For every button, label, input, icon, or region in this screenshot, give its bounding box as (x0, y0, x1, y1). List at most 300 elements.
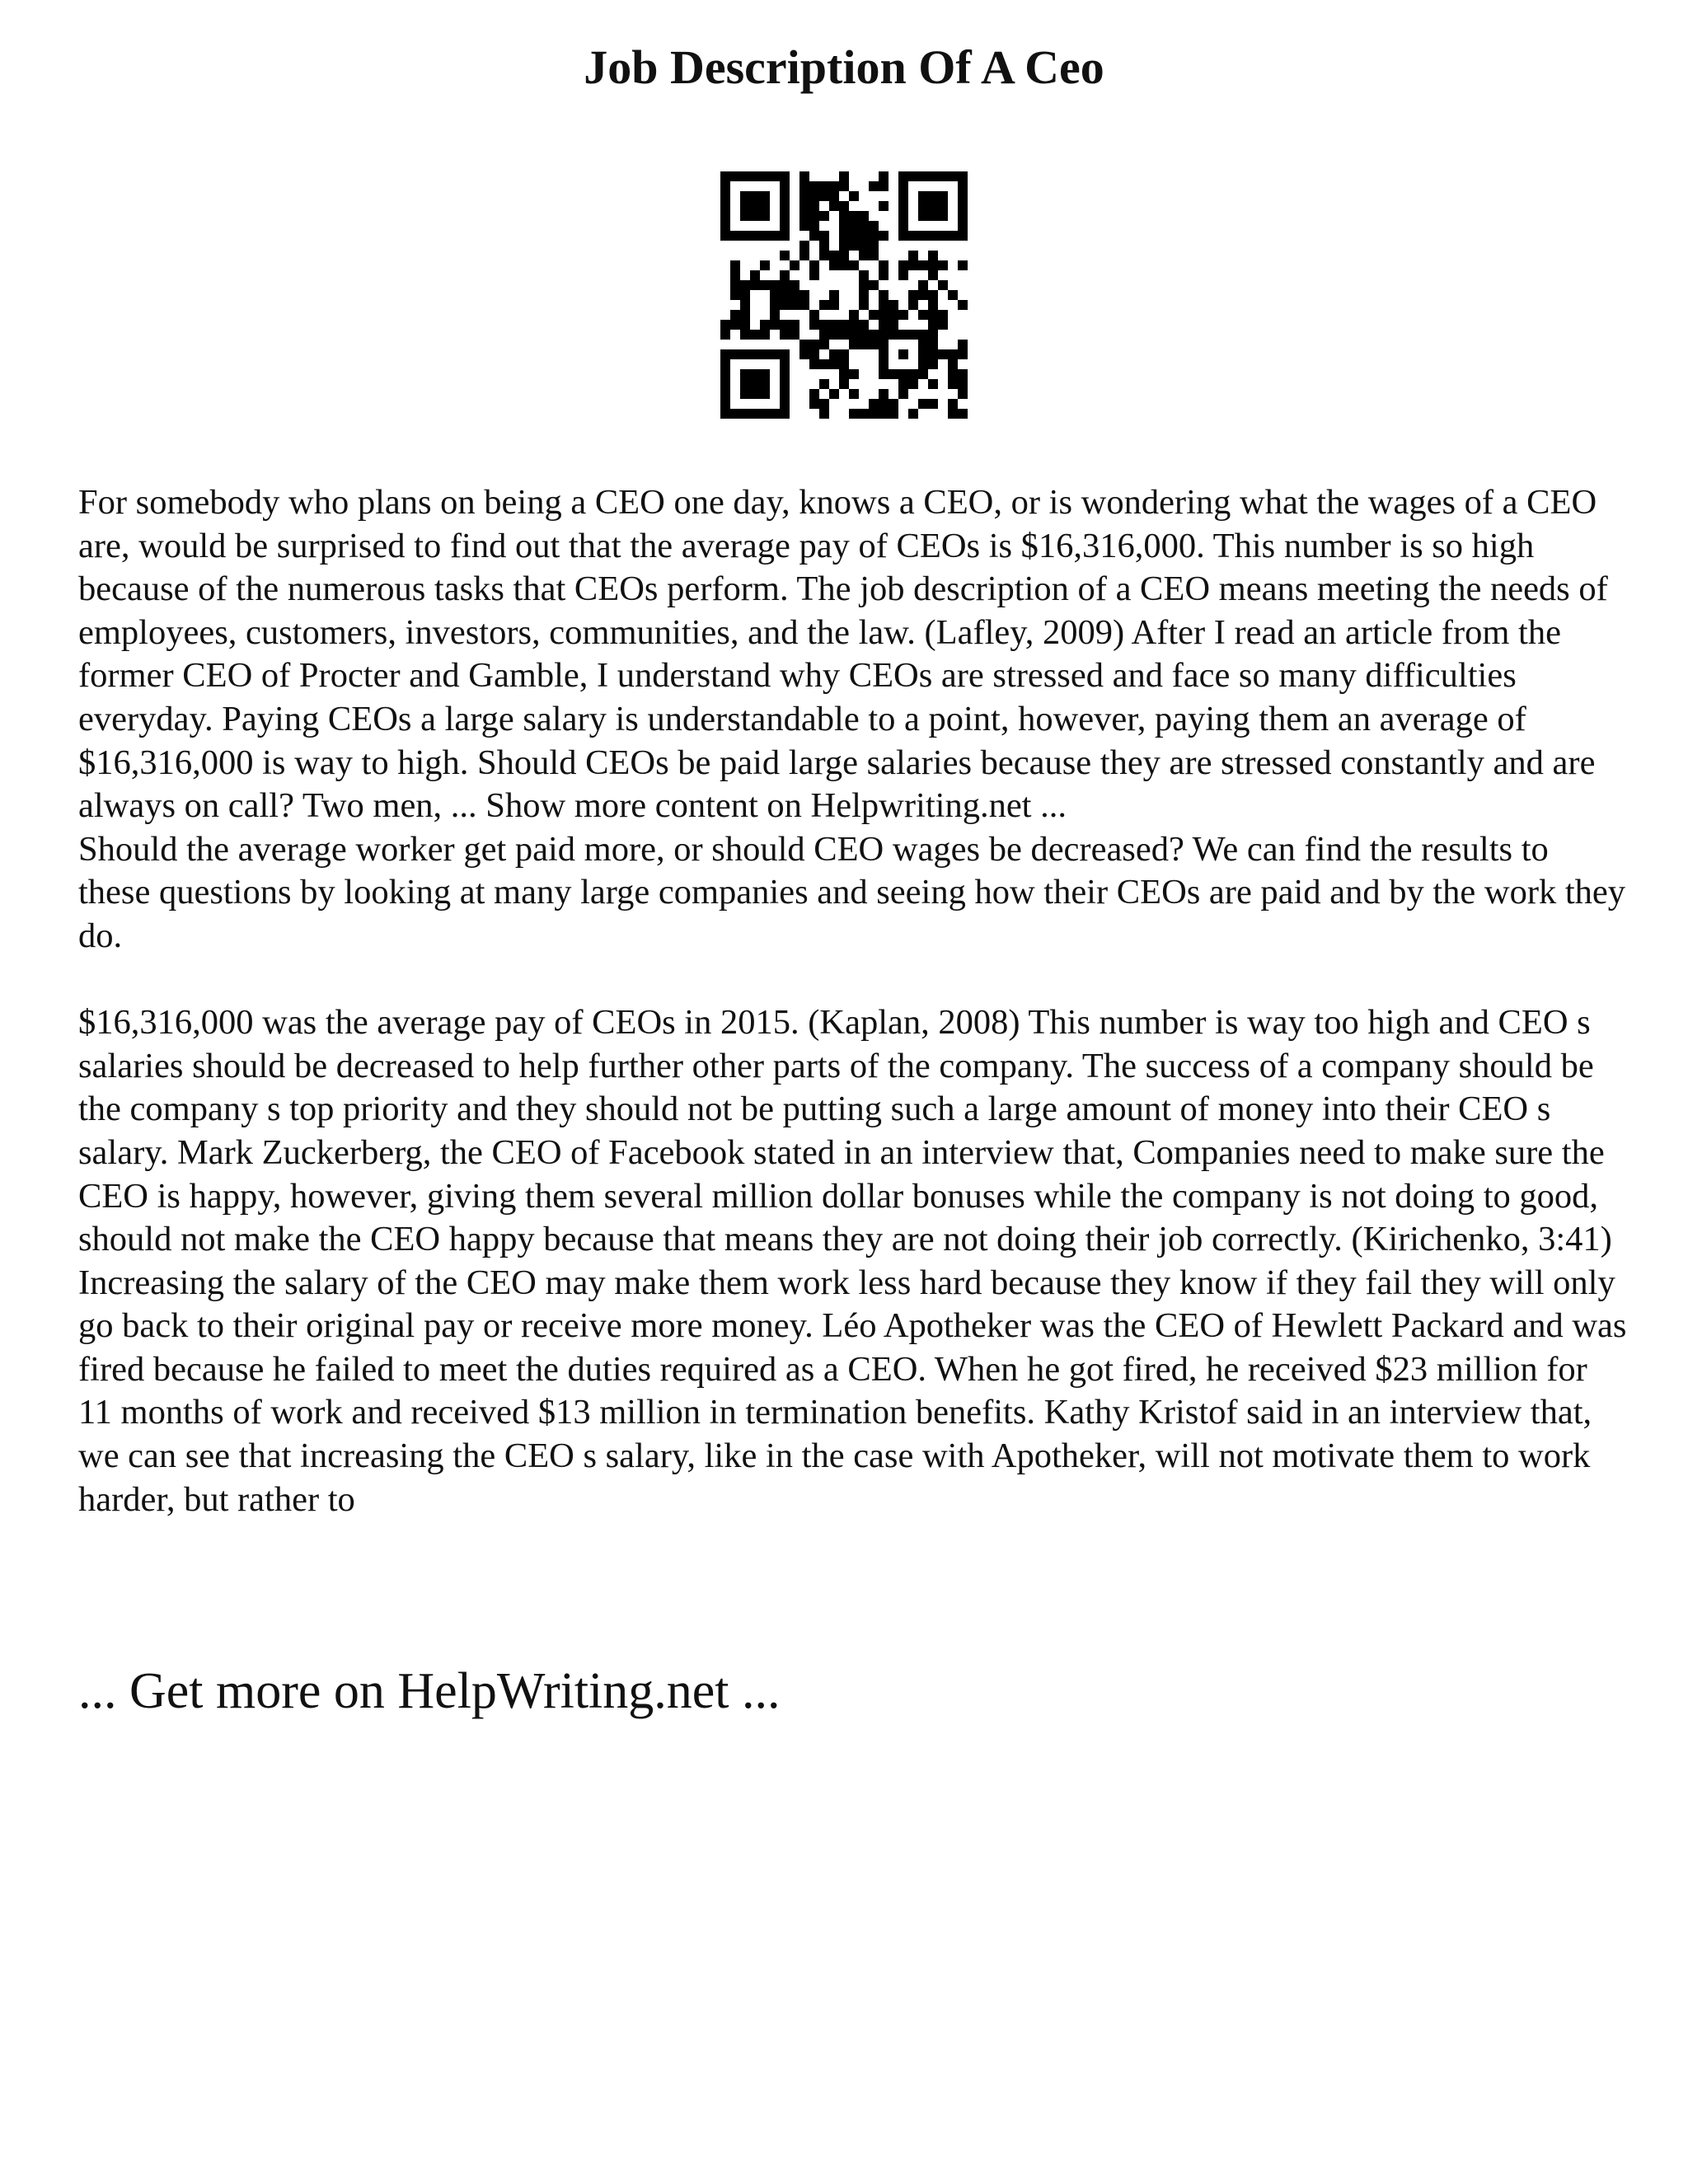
qr-module (720, 409, 730, 419)
qr-module (898, 260, 908, 270)
qr-module (809, 211, 819, 221)
qr-module (958, 231, 968, 241)
qr-module (879, 270, 889, 280)
qr-module (908, 251, 918, 260)
qr-module (948, 290, 958, 300)
qr-module (750, 379, 760, 389)
qr-module (819, 359, 829, 369)
qr-module (938, 320, 948, 330)
qr-module (780, 181, 790, 191)
qr-module (839, 251, 849, 260)
qr-module (730, 280, 740, 290)
qr-module (809, 181, 819, 191)
qr-module (859, 300, 869, 310)
qr-module (770, 310, 780, 320)
qr-module (879, 399, 889, 409)
qr-module (869, 310, 879, 320)
qr-module (928, 359, 938, 369)
qr-module (829, 290, 839, 300)
qr-module (928, 349, 938, 359)
qr-module (760, 280, 770, 290)
qr-module (740, 211, 750, 221)
qr-module (908, 330, 918, 340)
qr-module (829, 300, 839, 310)
qr-module (750, 171, 760, 181)
qr-module (819, 330, 829, 340)
qr-module (839, 201, 849, 211)
qr-module (859, 221, 869, 231)
qr-module (799, 211, 809, 221)
qr-module (928, 399, 938, 409)
qr-module (819, 409, 829, 419)
qr-module (780, 221, 790, 231)
qr-module (889, 330, 898, 340)
qr-module (839, 320, 849, 330)
qr-module (908, 369, 918, 379)
qr-module (809, 221, 819, 231)
qr-module (750, 409, 760, 419)
qr-module (898, 201, 908, 211)
qr-module (918, 359, 928, 369)
qr-module (928, 260, 938, 270)
qr-module (879, 349, 889, 359)
qr-module (760, 389, 770, 399)
qr-module (849, 409, 859, 419)
qr-module (928, 191, 938, 201)
qr-module (770, 320, 780, 330)
qr-module (829, 320, 839, 330)
qr-module (750, 270, 760, 280)
qr-module (898, 270, 908, 280)
qr-module (760, 320, 770, 330)
qr-module (819, 181, 829, 191)
paragraph-intro: For somebody who plans on being a CEO one day, knows a CEO, or is wondering what the wages of a CEO are, would be surprised to find out that the average pay of CEOs is $16,316,000. This number is so high because of the numerous tasks that CEOs perform. The job description of a CEO means meeting the needs of employees, customers, investors, communities, and the law. (Lafley, 2009) After I read an article from the former CEO of Procter and Gamble, I understand why CEOs are stressed and face so many difficulties everyday. Paying CEOs a large salary is understandable to a point, however, paying them an average of $16,316,000 is way to high. Should CEOs be paid large salaries because they are stressed constantly and are always on call? Two men, ... Show more content on Helpwriting.net ... (78, 483, 1608, 826)
qr-module (859, 340, 869, 349)
qr-module (958, 369, 968, 379)
qr-module (928, 330, 938, 340)
qr-module (730, 349, 740, 359)
qr-module (819, 320, 829, 330)
qr-module (760, 369, 770, 379)
qr-module (928, 251, 938, 260)
qr-module (780, 369, 790, 379)
qr-module (720, 221, 730, 231)
qr-module (928, 270, 938, 280)
qr-module (879, 409, 889, 419)
qr-module (799, 290, 809, 300)
qr-module (740, 290, 750, 300)
qr-module (898, 231, 908, 241)
qr-module (879, 330, 889, 340)
qr-module (879, 231, 889, 241)
qr-module (760, 201, 770, 211)
qr-module (839, 231, 849, 241)
qr-module (958, 201, 968, 211)
qr-module (720, 379, 730, 389)
qr-module (938, 201, 948, 211)
qr-module (770, 231, 780, 241)
qr-module (829, 251, 839, 260)
qr-module (829, 330, 839, 340)
qr-module (918, 399, 928, 409)
qr-module (898, 211, 908, 221)
qr-module (809, 231, 819, 241)
qr-module (859, 290, 869, 300)
qr-module (938, 191, 948, 201)
qr-module (958, 191, 968, 201)
get-more-link[interactable]: ... Get more on HelpWriting.net ... (78, 1663, 781, 1719)
qr-module (780, 359, 790, 369)
qr-module (799, 340, 809, 349)
qr-module (829, 201, 839, 211)
qr-module (809, 191, 819, 201)
qr-module (879, 290, 889, 300)
qr-module (740, 231, 750, 241)
qr-module (819, 300, 829, 310)
qr-module (879, 359, 889, 369)
qr-module (918, 349, 928, 359)
qr-module (918, 340, 928, 349)
qr-module (790, 290, 799, 300)
qr-module (958, 389, 968, 399)
qr-module (898, 191, 908, 201)
qr-module (859, 280, 869, 290)
qr-module (799, 201, 809, 211)
qr-module (760, 260, 770, 270)
qr-module (898, 221, 908, 231)
qr-module (750, 369, 760, 379)
qr-module (849, 330, 859, 340)
qr-module (849, 320, 859, 330)
qr-module (799, 251, 809, 260)
qr-module (859, 241, 869, 251)
qr-module (720, 349, 730, 359)
qr-module (849, 260, 859, 270)
qr-module (809, 201, 819, 211)
qr-module (879, 181, 889, 191)
qr-module (760, 171, 770, 181)
qr-module (839, 181, 849, 191)
qr-module (849, 389, 859, 399)
qr-module (948, 349, 958, 359)
qr-module (799, 349, 809, 359)
qr-module (859, 270, 869, 280)
qr-module (918, 330, 928, 340)
qr-module (790, 320, 799, 330)
qr-module (908, 409, 918, 419)
qr-module (750, 389, 760, 399)
qr-module (879, 201, 889, 211)
qr-module (928, 310, 938, 320)
qr-module (750, 349, 760, 359)
qr-module (730, 320, 740, 330)
qr-module (760, 191, 770, 201)
qr-module (839, 330, 849, 340)
qr-module (938, 211, 948, 221)
page-title: Job Description Of A Ceo (584, 40, 1104, 94)
qr-module (809, 340, 819, 349)
qr-module (839, 171, 849, 181)
qr-module (720, 201, 730, 211)
qr-module (770, 409, 780, 419)
qr-module (760, 349, 770, 359)
qr-module (869, 409, 879, 419)
qr-module (879, 171, 889, 181)
qr-module (760, 409, 770, 419)
qr-module (938, 171, 948, 181)
qr-module (869, 340, 879, 349)
qr-module (918, 211, 928, 221)
qr-module (958, 409, 968, 419)
qr-module (849, 340, 859, 349)
qr-module (780, 330, 790, 340)
qr-module (948, 379, 958, 389)
qr-module (898, 379, 908, 389)
qr-module (780, 399, 790, 409)
qr-module (740, 191, 750, 201)
qr-module (730, 409, 740, 419)
qr-module (750, 330, 760, 340)
qr-module (799, 241, 809, 251)
qr-module (918, 369, 928, 379)
qr-module (879, 320, 889, 330)
qr-module (889, 300, 898, 310)
qr-module (740, 201, 750, 211)
qr-module (849, 211, 859, 221)
qr-module (898, 389, 908, 399)
qr-module (879, 369, 889, 379)
qr-module (720, 191, 730, 201)
qr-module (889, 310, 898, 320)
qr-module (720, 320, 730, 330)
qr-module (879, 389, 889, 399)
qr-module (869, 280, 879, 290)
qr-module (780, 280, 790, 290)
qr-module (740, 171, 750, 181)
qr-module (780, 270, 790, 280)
qr-module (720, 181, 730, 191)
qr-module (869, 330, 879, 340)
qr-module (790, 280, 799, 290)
qr-module (720, 211, 730, 221)
qr-module (720, 399, 730, 409)
qr-module (908, 171, 918, 181)
qr-module (928, 211, 938, 221)
qr-module (780, 300, 790, 310)
qr-module (859, 409, 869, 419)
qr-module (809, 310, 819, 320)
qr-module (879, 300, 889, 310)
qr-module (740, 409, 750, 419)
qr-module (740, 310, 750, 320)
qr-module (849, 231, 859, 241)
qr-module (750, 211, 760, 221)
qr-module (760, 330, 770, 340)
qr-module (780, 231, 790, 241)
qr-module (829, 349, 839, 359)
qr-module (740, 300, 750, 310)
qr-module (819, 399, 829, 409)
qr-module (730, 310, 740, 320)
qr-module (819, 241, 829, 251)
qr-module (770, 300, 780, 310)
qr-module (770, 171, 780, 181)
qr-module (948, 399, 958, 409)
qr-module (780, 171, 790, 181)
qr-module (948, 369, 958, 379)
qr-module (869, 241, 879, 251)
qr-module (918, 231, 928, 241)
qr-module (958, 171, 968, 181)
qr-module (908, 300, 918, 310)
qr-module (750, 191, 760, 201)
qr-module (809, 270, 819, 280)
qr-module (908, 231, 918, 241)
qr-module (938, 260, 948, 270)
paragraph-question: Should the average worker get paid more, or should CEO wages be decreased? We can find the results to these questions by looking at many large companies and seeing how their CEOs are paid and by the work they do. (78, 829, 1626, 955)
qr-module (898, 330, 908, 340)
qr-module (859, 251, 869, 260)
qr-module (918, 260, 928, 270)
qr-module (819, 231, 829, 241)
qr-module (908, 290, 918, 300)
qr-module (740, 330, 750, 340)
paragraph-spacer (78, 958, 1628, 1002)
qr-module (928, 379, 938, 389)
qr-module (780, 211, 790, 221)
qr-module (948, 409, 958, 419)
qr-module (889, 409, 898, 419)
qr-module (740, 369, 750, 379)
qr-module (720, 389, 730, 399)
qr-module (809, 359, 819, 369)
qr-module (819, 340, 829, 349)
qr-module (730, 290, 740, 300)
qr-module (740, 280, 750, 290)
qr-module (760, 211, 770, 221)
qr-module (839, 359, 849, 369)
qr-module (730, 270, 740, 280)
qr-module (819, 191, 829, 201)
qr-module (720, 171, 730, 181)
qr-module (938, 310, 948, 320)
qr-module (918, 191, 928, 201)
qr-module (839, 349, 849, 359)
qr-module (958, 221, 968, 231)
qr-module (938, 280, 948, 290)
qr-module (790, 260, 799, 270)
qr-module (928, 201, 938, 211)
qr-module (928, 300, 938, 310)
qr-module (829, 389, 839, 399)
qr-module (809, 399, 819, 409)
qr-module (780, 409, 790, 419)
qr-module (829, 191, 839, 201)
paragraph-salary-argument: $16,316,000 was the average pay of CEOs in 2015. (Kaplan, 2008) This number is way too high and CEO s salaries should be decreased to help further other parts of the company. The success of a company should be the company s top priority and they should not be putting such a large amount of money into their CEO s salary. Mark Zuckerberg, the CEO of Facebook stated in an interview that, Companies need to make sure the CEO is happy, however, giving them several million dollar bonuses while the company is not doing to good, should not make the CEO happy because that means they are not doing their job correctly. (Kirichenko, 3:41) Increasing the salary of the CEO may make them work less hard because they know if they fail they will only go back to their original pay or receive more money. Léo Apotheker was the CEO of Hewlett Packard and was fired because he failed to meet the duties required as a CEO. When he got fired, he received $23 million for 11 months of work and received $13 million in termination benefits. Kathy Kristof said in an interview that, we can see that increasing the CEO s salary, like in the case with Apotheker, will not motivate them to work harder, but rather to (78, 1003, 1627, 1519)
qr-module (889, 369, 898, 379)
qr-module (819, 379, 829, 389)
qr-module (958, 300, 968, 310)
qr-module (780, 290, 790, 300)
qr-module (799, 300, 809, 310)
qr-module (938, 231, 948, 241)
qr-module (720, 330, 730, 340)
qr-module (859, 231, 869, 241)
qr-module (958, 340, 968, 349)
qr-module (958, 260, 968, 270)
qr-module (908, 260, 918, 270)
qr-module (898, 171, 908, 181)
qr-module (750, 280, 760, 290)
qr-module (958, 211, 968, 221)
qr-module (809, 349, 819, 359)
qr-module (898, 310, 908, 320)
qr-module (879, 340, 889, 349)
qr-module (889, 399, 898, 409)
qr-code-graphic (720, 171, 968, 419)
qr-module (869, 399, 879, 409)
qr-module (770, 280, 780, 290)
qr-module (928, 171, 938, 181)
qr-module (829, 181, 839, 191)
qr-module (829, 359, 839, 369)
qr-module (730, 231, 740, 241)
qr-module (918, 310, 928, 320)
qr-module (928, 290, 938, 300)
qr-module (809, 320, 819, 330)
qr-module (839, 260, 849, 270)
qr-module (958, 379, 968, 389)
qr-module (799, 171, 809, 181)
qr-module (720, 369, 730, 379)
qr-module (898, 181, 908, 191)
qr-module (799, 191, 809, 201)
qr-module (859, 320, 869, 330)
qr-module (869, 251, 879, 260)
qr-module (928, 340, 938, 349)
qr-module (849, 369, 859, 379)
qr-module (958, 181, 968, 191)
qr-module (780, 389, 790, 399)
qr-module (750, 201, 760, 211)
qr-module (780, 379, 790, 389)
qr-module (918, 201, 928, 211)
article-body (78, 481, 1628, 1521)
qr-module (928, 231, 938, 241)
qr-module (849, 191, 859, 201)
qr-module (869, 221, 879, 231)
qr-code-image (720, 171, 968, 419)
qr-module (740, 349, 750, 359)
qr-module (859, 211, 869, 221)
qr-module (839, 379, 849, 389)
qr-module (839, 369, 849, 379)
qr-module (720, 231, 730, 241)
qr-module (829, 260, 839, 270)
qr-module (750, 231, 760, 241)
qr-module (770, 290, 780, 300)
qr-module (938, 349, 948, 359)
qr-module (889, 320, 898, 330)
qr-module (780, 349, 790, 359)
qr-module (780, 191, 790, 201)
qr-module (879, 310, 889, 320)
qr-module (908, 379, 918, 389)
qr-module (918, 290, 928, 300)
qr-module (819, 211, 829, 221)
qr-module (809, 260, 819, 270)
qr-module (790, 330, 799, 340)
